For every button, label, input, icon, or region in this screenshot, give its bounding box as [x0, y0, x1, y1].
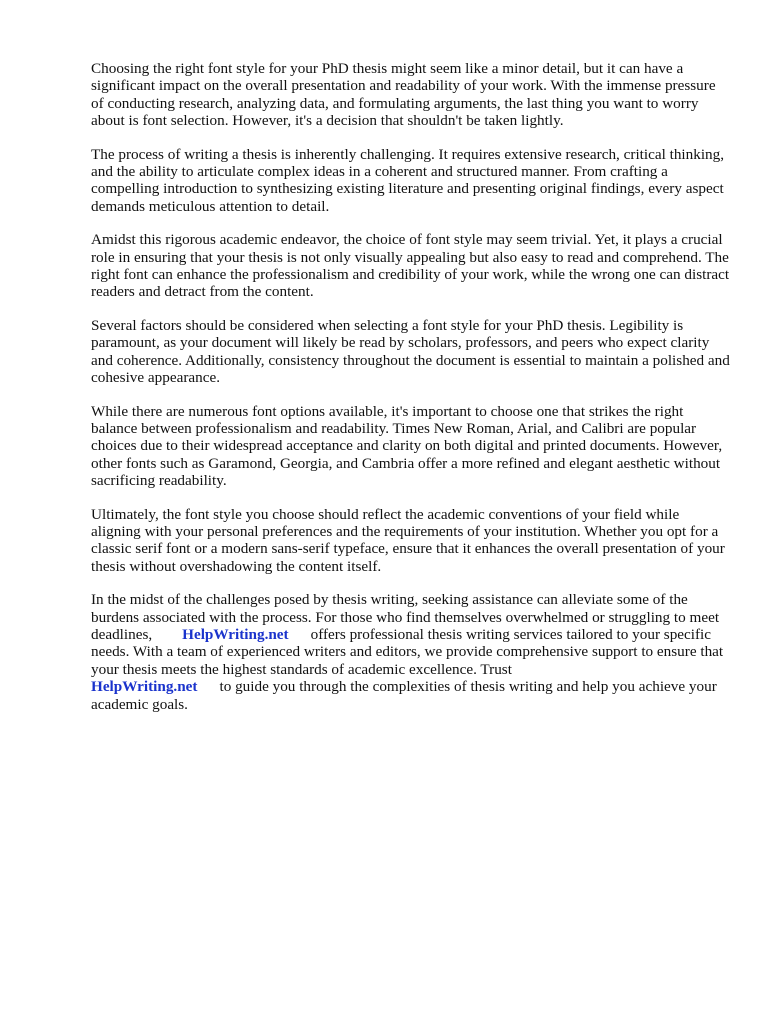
paragraph-font-options: While there are numerous font options available, it's important to choose one that strikes the right balance between professionalism and readability. Times New Roman, Arial, and Calibri are popular choices due to their widespread acceptance and clarity on both digital and printed documents. However, other fonts such as Garamond, Georgia, and Cambria offer a more refined and elegant aesthetic without sacrificing readability. — [91, 402, 723, 490]
assistance-text-part2: offers professional thesis writing services tailored to your specific needs. With a team of experienced writers and editors, we provide comprehensive support to ensure that your thesis meets the highest standards of academic excellence. Trust — [91, 625, 724, 678]
paragraph-intro: Choosing the right font style for your PhD thesis might seem like a minor detail, but it can have a significant impact on the overall presentation and readability of your work. With the immense pressure of conducting research, analyzing data, and formulating arguments, the last thing you want to worry about is font selection. However, it's a decision that shouldn't be taken lightly. — [91, 60, 716, 130]
paragraph-assistance — [91, 591, 731, 713]
assistance-text-part1: In the midst of the challenges posed by thesis writing, seeking assistance can alleviate some of the burdens associated with the process. For those who find themselves overwhelmed or struggling to meet deadlines, — [91, 591, 720, 643]
helpwriting-link-2[interactable]: HelpWriting.net — [91, 678, 198, 696]
paragraph-font-role: Amidst this rigorous academic endeavor, the choice of font style may seem trivial. Yet, it plays a crucial role in ensuring that your thesis is not only visually appealing but also easy to read and comprehend. The right font can enhance the professionalism and credibility of your work, while the wrong one can distract readers and detract from the content. — [91, 231, 730, 301]
paragraph-conclusion: Ultimately, the font style you choose should reflect the academic conventions of your field while aligning with your personal preferences and the requirements of your institution. Whether you opt for a classic serif font or a modern sans-serif typeface, ensure that it enhances the overall presentation of your thesis without overshadowing the content itself. — [91, 505, 725, 575]
assistance-text-part3: to guide you through the complexities of thesis writing and help you achieve your academic goals. — [91, 678, 717, 713]
helpwriting-link-1[interactable]: HelpWriting.net — [182, 625, 289, 643]
document-body — [91, 60, 731, 729]
paragraph-process: The process of writing a thesis is inherently challenging. It requires extensive research, critical thinking, and the ability to articulate complex ideas in a coherent and structured manner. From crafting a compelling introduction to synthesizing existing literature and presenting original findings, every aspect demands meticulous attention to detail. — [91, 145, 725, 215]
paragraph-factors: Several factors should be considered when selecting a font style for your PhD thesis. Legibility is paramount, as your document will likely be read by scholars, professors, and peers who expect clarity and coherence. Additionally, consistency throughout the document is essential to maintain a polished and cohesive appearance. — [91, 316, 730, 387]
